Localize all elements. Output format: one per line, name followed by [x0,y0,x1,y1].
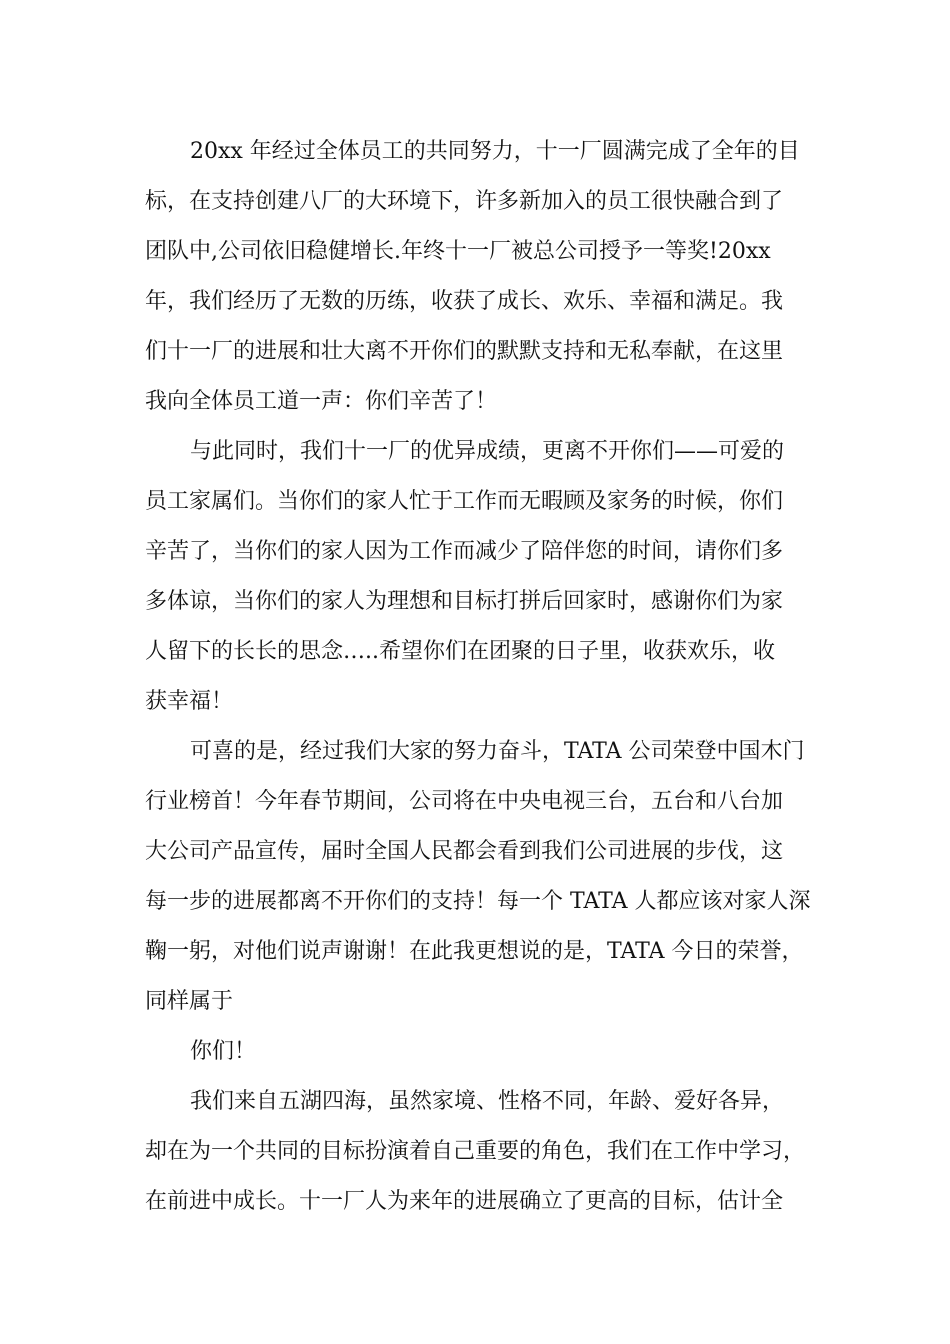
text-line: 每一步的进展都离不开你们的支持！每一个 TATA 人都应该对家人深 [145,889,811,914]
text-line: 在前进中成长。十一厂人为来年的进展确立了更高的目标，估计全 [145,1189,784,1214]
text-line: 标，在支持创建八厂的大环境下，许多新加入的员工很快融合到了 [145,189,784,214]
text-line: 可喜的是，经过我们大家的努力奋斗，TATA 公司荣登中国木门 [190,739,805,764]
text-line: 我向全体员工道一声：你们辛苦了！ [145,389,498,414]
text-line: 却在为一个共同的目标扮演着自己重要的角色，我们在工作中学习， [145,1139,806,1164]
text-line: 你们！ [190,1039,257,1064]
text-line: 获幸福！ [145,689,234,714]
text-line: 多体谅，当你们的家人为理想和目标打拼后回家时，感谢你们为家 [145,589,784,614]
text-line: 们十一厂的进展和壮大离不开你们的默默支持和无私奉献，在这里 [145,339,784,364]
text-line: 行业榜首！今年春节期间，公司将在中央电视三台，五台和八台加 [145,789,784,814]
text-line: 辛苦了，当你们的家人因为工作而减少了陪伴您的时间，请你们多 [145,539,784,564]
text-line: 员工家属们。当你们的家人忙于工作而无暇顾及家务的时候，你们 [145,489,784,514]
text-line: 年，我们经历了无数的历练，收获了成长、欢乐、幸福和满足。我 [145,289,784,314]
text-line: 同样属于 [145,989,234,1014]
text-line: 大公司产品宣传，届时全国人民都会看到我们公司进展的步伐，这 [145,839,784,864]
text-line: 与此同时，我们十一厂的优异成绩，更离不开你们——可爱的 [190,439,785,464]
text-line: 团队中,公司依旧稳健增长.年终十一厂被总公司授予一等奖!20xx [145,239,771,264]
text-line: 我们来自五湖四海，虽然家境、性格不同，年龄、爱好各异， [190,1089,785,1114]
text-line: 鞠一躬，对他们说声谢谢！在此我更想说的是，TATA 今日的荣誉， [145,939,804,964]
text-line: 20xx 年经过全体员工的共同努力，十一厂圆满完成了全年的目 [190,139,800,164]
text-line: 人留下的长长的思念…..希望你们在团聚的日子里，收获欢乐，收 [145,639,775,664]
